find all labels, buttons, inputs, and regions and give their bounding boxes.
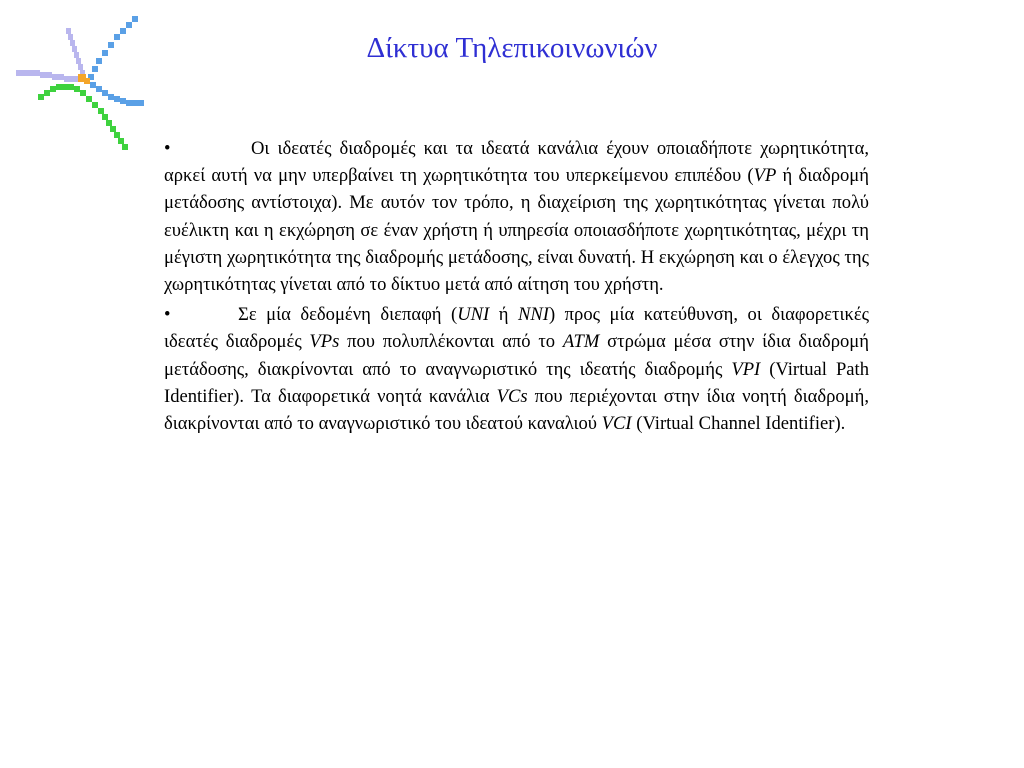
bullet-text: στρώμα μέσα στην ίδια διαδρομή μετάδοσης, διακρίνονται από το αναγνωριστικό της ιδεατής διαδρομής	[164, 331, 869, 380]
bullet-item	[164, 301, 869, 437]
slide-body	[164, 135, 869, 440]
bullet-text: Οι ιδεατές διαδρομές και τα ιδεατά κανάλια έχουν οποιαδήποτε χωρητικότητα, αρκεί αυτή να μην υπερβαίνει τη χωρητικότητα του υπερκείμενου επιπέδου (	[164, 138, 869, 187]
bullet-text: ή	[489, 304, 518, 326]
term-vps: VPs	[309, 331, 340, 353]
term-vp: VP	[753, 165, 777, 187]
bullet-text: (Virtual Channel Identifier).	[631, 413, 846, 435]
bullet-text: (Virtual Path Identifier). Τα διαφορετικά νοητά κανάλια	[164, 358, 869, 407]
bullet-text: ή διαδρομή μετάδοσης αντίστοιχα). Με αυτόν τον τρόπο, η διαχείριση της χωρητικότητας γίνεται πολύ ευέλικτη και η εκχώρηση σε έναν χρήστη ή υπηρεσία οποιασδήποτε χωρητικότητας, μέχρι τη μέγιστη χωρητικότητα της διαδρομής μετάδοσης, είναι δυνατή. Η εκχώρηση και ο έλεγχος της χωρητικότητας γίνεται από το δίκτυο μετά από αίτηση του χρήστη.	[164, 165, 869, 296]
term-nni: NNI	[517, 304, 549, 326]
term-vpi: VPI	[731, 358, 761, 380]
term-vci: VCI	[601, 413, 632, 435]
slide-title: Δίκτυα Τηλεπικοινωνιών	[366, 32, 658, 64]
term-vcs: VCs	[496, 385, 528, 407]
bullet-item	[164, 135, 869, 298]
bullet-text: που περιέχονται στην ίδια νοητή διαδρομή, διακρίνονται από το αναγνωριστικό του ιδεατού καναλιού	[164, 385, 869, 435]
bullet-text: που πολυπλέκονται από το	[339, 331, 563, 353]
bullet-icon: •	[164, 304, 171, 326]
bullet-text: ) προς μία κατεύθυνση, οι διαφορετικές ιδεατές διαδρομές	[164, 304, 869, 353]
bullet-icon: •	[164, 138, 171, 159]
term-atm: ATM	[562, 331, 600, 353]
term-uni: UNI	[457, 304, 490, 326]
bullet-text: Σε μία δεδομένη διεπαφή (	[238, 304, 458, 326]
